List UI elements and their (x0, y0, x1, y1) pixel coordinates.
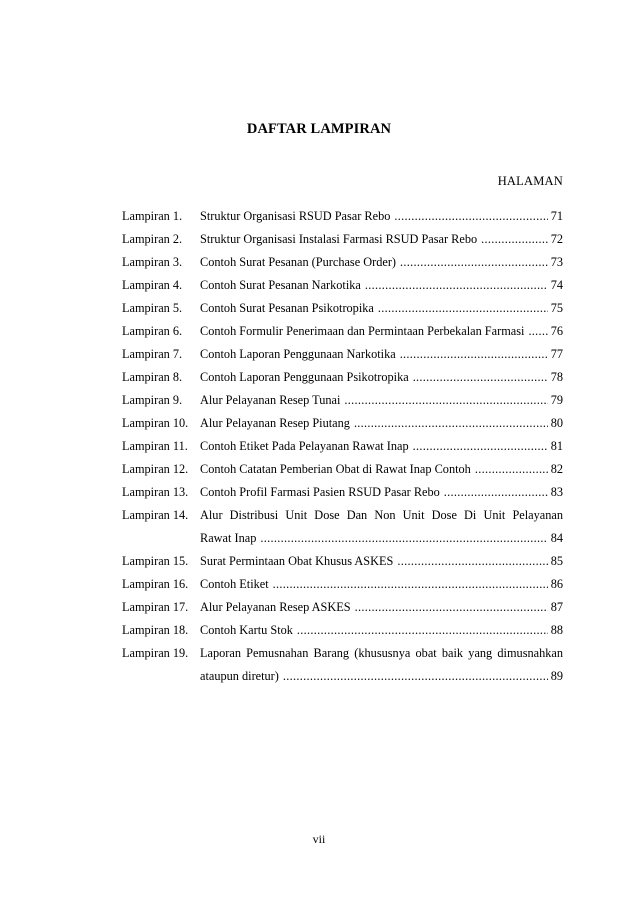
page-ref: 81 (550, 439, 563, 453)
appendix-number: Lampiran 10. (122, 416, 189, 430)
appendix-title: Alur Pelayanan Resep Piutang (200, 416, 350, 430)
page-ref: 82 (550, 462, 563, 476)
page-ref: 75 (550, 301, 563, 315)
appendix-title: Struktur Organisasi Instalasi Farmasi RSUD Pasar Rebo (200, 232, 478, 246)
page-ref: 86 (550, 577, 563, 591)
list-item (122, 254, 563, 270)
appendix-title: Surat Permintaan Obat Khusus ASKES (200, 554, 394, 568)
list-item (122, 277, 563, 293)
list-item (122, 300, 563, 316)
appendix-number: Lampiran 7. (122, 347, 183, 361)
dot-leader (444, 484, 548, 500)
appendix-number: Lampiran 15. (122, 554, 189, 568)
appendix-number: Lampiran 13. (122, 485, 189, 499)
dot-leader (297, 622, 548, 638)
list-item (122, 599, 563, 615)
appendix-title: Contoh Kartu Stok (200, 623, 293, 637)
dot-leader (260, 530, 547, 546)
appendix-title: Contoh Etiket (200, 577, 269, 591)
appendix-number: Lampiran 17. (122, 600, 189, 614)
appendix-title: Alur Distribusi Unit Dose Dan Non Unit Dose Di Unit Pelayanan (200, 508, 563, 522)
appendix-title: ataupun diretur) (200, 669, 279, 683)
appendix-number: Lampiran 19. (122, 646, 189, 660)
dot-leader (400, 254, 548, 270)
appendix-title: Contoh Profil Farmasi Pasien RSUD Pasar Rebo (200, 485, 440, 499)
list-item (122, 231, 563, 247)
appendix-title: Contoh Formulir Penerimaan dan Permintaan Perbekalan Farmasi (200, 324, 525, 338)
page-ref: 77 (550, 347, 563, 361)
page-ref: 89 (550, 669, 563, 683)
page-ref: 74 (550, 278, 563, 292)
appendix-title: Rawat Inap (200, 531, 257, 545)
page-title: DAFTAR LAMPIRAN (246, 121, 392, 137)
list-item (122, 346, 563, 362)
list-item (122, 415, 563, 431)
appendix-number: Lampiran 12. (122, 462, 189, 476)
list-item (122, 438, 563, 454)
appendix-title: Laporan Pemusnahan Barang (khususnya obat baik yang dimusnahkan (200, 646, 563, 660)
dot-leader (355, 599, 548, 615)
appendix-number: Lampiran 16. (122, 577, 189, 591)
list-item (122, 323, 563, 339)
page-ref: 84 (550, 531, 563, 545)
dot-leader (354, 415, 548, 431)
column-header: HALAMAN (497, 174, 563, 188)
appendix-number: Lampiran 2. (122, 232, 183, 246)
appendix-title: Alur Pelayanan Resep Tunai (200, 393, 341, 407)
list-item (122, 369, 563, 385)
list-item (122, 553, 563, 569)
appendix-number: Lampiran 9. (122, 393, 183, 407)
page-ref: 71 (550, 209, 563, 223)
page-ref: 79 (550, 393, 563, 407)
dot-leader (283, 668, 548, 684)
list-item (122, 208, 563, 224)
dot-leader (400, 346, 548, 362)
appendix-title: Contoh Catatan Pemberian Obat di Rawat Inap Contoh (200, 462, 471, 476)
appendix-number: Lampiran 1. (122, 209, 183, 223)
page-ref: 85 (550, 554, 563, 568)
dot-leader (475, 461, 548, 477)
dot-leader (394, 208, 547, 224)
appendix-title: Contoh Laporan Penggunaan Narkotika (200, 347, 396, 361)
appendix-title: Struktur Organisasi RSUD Pasar Rebo (200, 209, 391, 223)
list-item (122, 645, 563, 684)
dot-leader (378, 300, 548, 316)
appendix-number: Lampiran 4. (122, 278, 183, 292)
dot-leader (344, 392, 547, 408)
appendix-number: Lampiran 8. (122, 370, 183, 384)
appendix-title: Contoh Surat Pesanan Psikotropika (200, 301, 374, 315)
dot-leader (397, 553, 547, 569)
appendix-title: Contoh Surat Pesanan (Purchase Order) (200, 255, 397, 269)
page-ref: 87 (550, 600, 563, 614)
appendix-number: Lampiran 14. (122, 508, 189, 522)
list-item (122, 576, 563, 592)
page-ref: 72 (550, 232, 563, 246)
dot-leader (413, 369, 548, 385)
list-item (122, 392, 563, 408)
page-ref: 83 (550, 485, 563, 499)
page-ref: 78 (550, 370, 563, 384)
page-ref: 76 (550, 324, 563, 338)
appendix-number: Lampiran 6. (122, 324, 183, 338)
dot-leader (528, 323, 547, 339)
list-item (122, 507, 563, 546)
page-ref: 73 (550, 255, 563, 269)
list-item (122, 484, 563, 500)
list-item (122, 622, 563, 638)
dot-leader (365, 277, 548, 293)
page-ref: 80 (550, 416, 563, 430)
appendix-list (122, 208, 563, 691)
dot-leader (273, 576, 548, 592)
appendix-title: Contoh Laporan Penggunaan Psikotropika (200, 370, 409, 384)
appendix-number: Lampiran 11. (122, 439, 188, 453)
appendix-number: Lampiran 18. (122, 623, 189, 637)
page-ref: 88 (550, 623, 563, 637)
appendix-title: Alur Pelayanan Resep ASKES (200, 600, 351, 614)
dot-leader (481, 231, 548, 247)
list-item (122, 461, 563, 477)
appendix-number: Lampiran 3. (122, 255, 183, 269)
appendix-number: Lampiran 5. (122, 301, 183, 315)
page-number: vii (312, 832, 326, 846)
appendix-title: Contoh Surat Pesanan Narkotika (200, 278, 361, 292)
appendix-title: Contoh Etiket Pada Pelayanan Rawat Inap (200, 439, 409, 453)
dot-leader (413, 438, 548, 454)
